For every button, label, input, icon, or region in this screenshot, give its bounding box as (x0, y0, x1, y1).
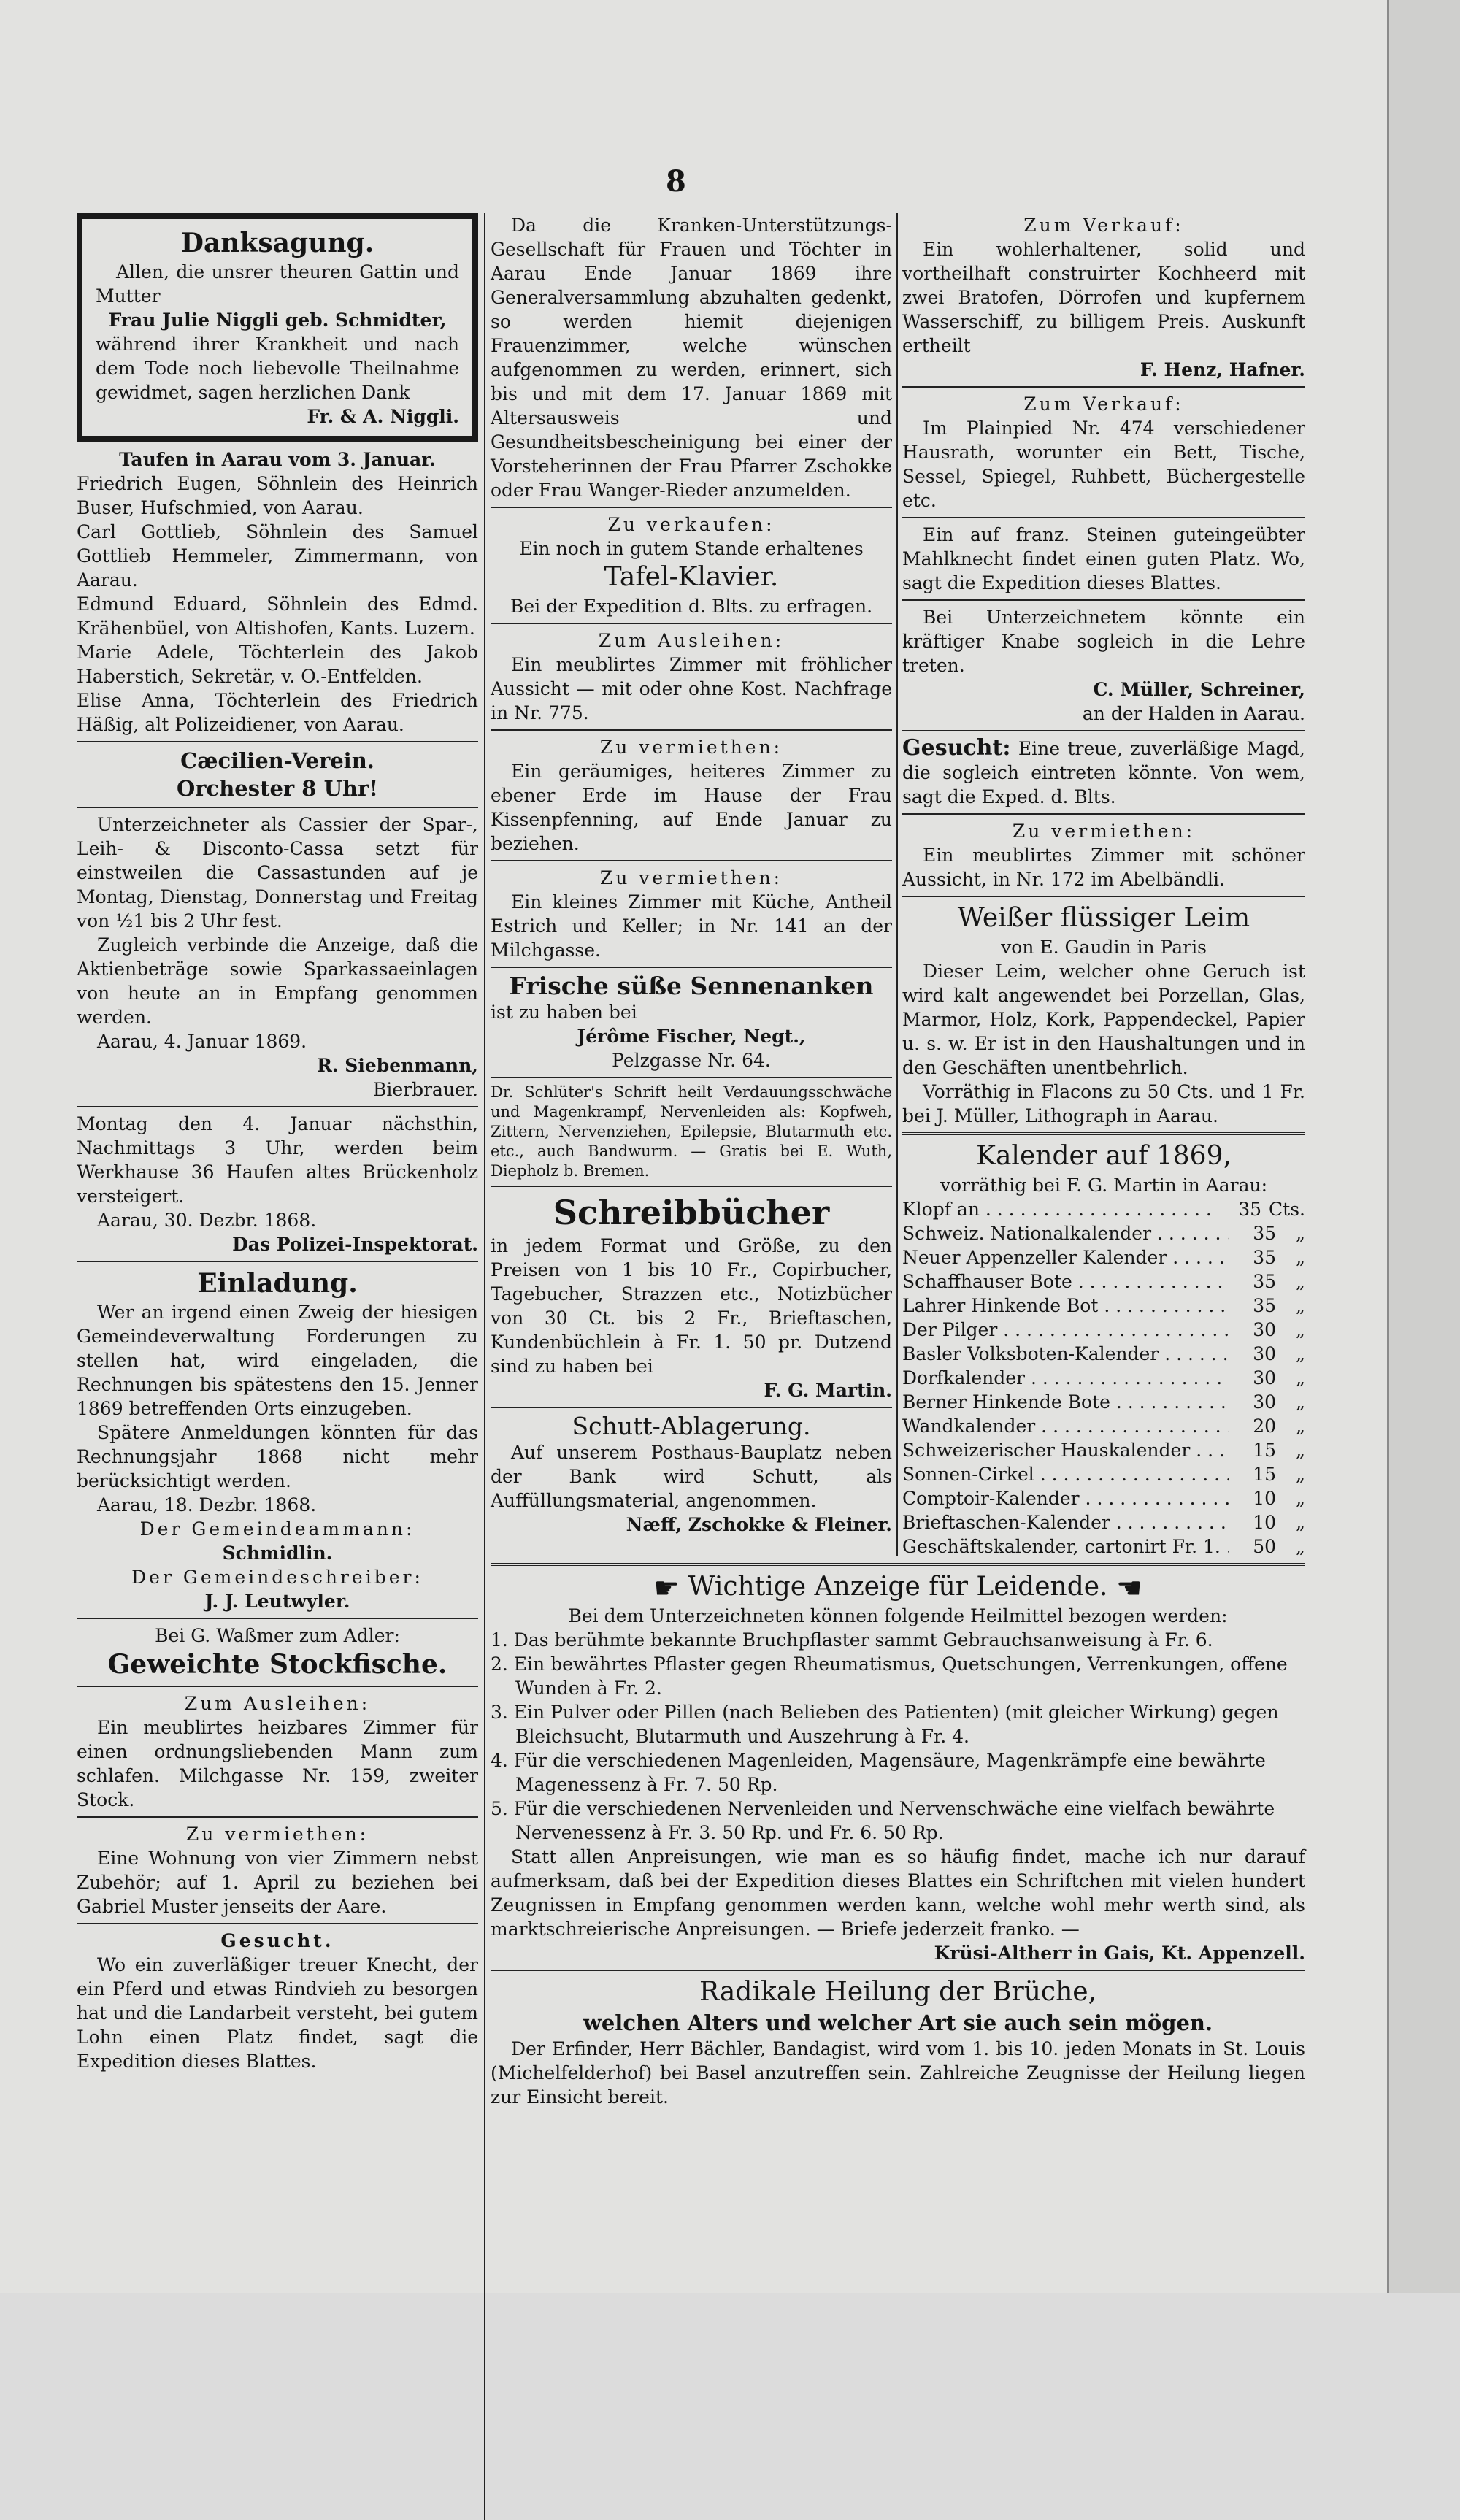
tafel-klavier-title: Tafel-Klavier. (604, 562, 779, 592)
kalender-unit: „ (1296, 1367, 1305, 1388)
divider (902, 896, 1305, 897)
einladung-role-2: Der Gemeindeschreiber: (131, 1567, 423, 1588)
kalender-name: Schaffhauser Bote . . . (902, 1269, 1229, 1294)
column-2 (491, 213, 892, 1537)
kalender-row (902, 1294, 1305, 1318)
divider (77, 807, 478, 808)
danksagung-title: Danksagung. (180, 228, 374, 258)
anzeige-intro: Bei dem Unterzeichneten können folgende Heilmittel bezogen werden: (568, 1605, 1228, 1626)
schreibbuecher-sign: F. G. Martin. (764, 1380, 892, 1401)
lehre-address: an der Halden in Aarau. (1082, 703, 1305, 724)
page-edge (1387, 0, 1460, 2293)
schreibbuecher-text: in jedem Format und Größe, zu den Preisen von 1 bis 10 Fr., Copirbucher, Tagebucher, Strazzen etc., Notizbücher von 30 Ct. bis 2 Fr., Brieftaschen, Kundenbüchlein à Fr. 1. 50 pr. Dutzend sind zu haben bei (491, 1235, 892, 1377)
kalender-name: Comptoir-Kalender . . . (902, 1486, 1229, 1510)
kalender-row (902, 1462, 1305, 1486)
kalender-name: Schweizerischer Hauskalender . . . (902, 1438, 1229, 1462)
kalender-price: 30 (1253, 1391, 1276, 1413)
sennenanken-title: Frische süße Sennenanken (509, 972, 874, 1000)
taufen-entry: Edmund Eduard, Söhnlein des Edmd. Krähenbüel, von Altishofen, Kants. Luzern. (77, 593, 478, 639)
kalender-row (902, 1486, 1305, 1510)
kalender-price: 20 (1253, 1415, 1276, 1437)
anzeige-note: Statt allen Anpreisungen, wie man es so häufig findet, mache ich nur darauf aufmerksam, daß bei der Expedition dieses Blattes ein Schriftchen mit vielen hundert Zeugnissen in Empfang genommen werden kann, welche wohl mehr werth sind, als marktschreierische Anpreisungen. — Briefe jederzeit franko. — (491, 1846, 1305, 1940)
montag-sign: Das Polizei-Inspektorat. (232, 1234, 478, 1255)
einladung-role-1: Der Gemeindeammann: (139, 1518, 415, 1540)
einladung-name-1: Schmidlin. (222, 1543, 333, 1564)
leim-text-2: Vorräthig in Flacons zu 50 Cts. und 1 Fr. bei J. Müller, Lithograph in Aarau. (902, 1081, 1305, 1126)
kalender-row (902, 1197, 1305, 1221)
verkaufen-text: Ein noch in gutem Stande erhaltenes (519, 538, 864, 559)
divider (77, 1106, 478, 1107)
kalender-price: 10 (1253, 1488, 1276, 1509)
kalender-price: 10 (1253, 1512, 1276, 1533)
gesucht-label: Gesucht: (902, 735, 1011, 761)
kalender-row (902, 1390, 1305, 1414)
kalender-price: 15 (1253, 1464, 1276, 1485)
kalender-name: Der Pilger . . . (902, 1318, 1229, 1342)
einladung-text: Wer an irgend einen Zweig der hiesigen Gemeindeverwaltung Forderungen zu stellen hat, wird eingeladen, die Rechnungen bis spätestens den 15. Jenner 1869 betreffenden Orts einzugeben. (77, 1302, 478, 1419)
kalender-row (902, 1245, 1305, 1269)
heilmittel-list (491, 1628, 1305, 1845)
verkauf-heading: Zum Verkauf: (1023, 393, 1184, 415)
divider (491, 729, 892, 731)
kalender-name: Basler Volksboten-Kalender . . . (902, 1342, 1229, 1366)
taufen-entry: Elise Anna, Töchterlein des Friedrich Häßig, alt Polizeidiener, von Aarau. (77, 690, 478, 735)
divider (902, 386, 1305, 388)
sennenanken-info: ist zu haben bei (491, 1002, 637, 1023)
schlueter-text: Dr. Schlüter's Schrift heilt Verdauungsschwäche und Magenkrampf, Nervenleiden als: Kopfweh, Zittern, Nervenziehen, Epilepsie, Blutarmuth etc. etc., auch Bandwurm. — Gratis bei E. Wuth, Diepholz b. Bremen. (491, 1083, 892, 1180)
kalender-name: Sonnen-Cirkel . . . (902, 1462, 1229, 1486)
leim-title: Weißer flüssiger Leim (957, 903, 1250, 933)
einladung-name-2: J. J. Leutwyler. (204, 1591, 350, 1612)
verkauf-text: Ein wohlerhaltener, solid und vortheilhaft construirter Kochheerd mit zwei Bratofen, Dörrofen und kupfernem Wasserschiff, zu billigem Preis. Auskunft ertheilt (902, 239, 1305, 356)
kalender-row (902, 1269, 1305, 1294)
kalender-name: Brieftaschen-Kalender . . . (902, 1510, 1229, 1534)
tafel-klavier-info: Bei der Expedition d. Blts. zu erfragen. (510, 596, 873, 617)
kassier-text: Unterzeichneter als Cassier der Spar-, Leih- & Disconto-Cassa setzt für einstweilen die Cassastunden auf je Montag, Dienstag, Donnerstag und Freitag von ½1 bis 2 Uhr fest. (77, 814, 478, 931)
kalender-unit: „ (1296, 1415, 1305, 1437)
divider (77, 1816, 478, 1818)
verkauf-text: Im Plainpied Nr. 474 verschiedener Hausrath, worunter ein Bett, Tische, Sessel, Spiegel, Ruhbett, Büchergestelle etc. (902, 418, 1305, 511)
vermiethen-heading: Zu vermiethen: (599, 867, 783, 888)
divider (77, 1686, 478, 1687)
kalender-price: 30 (1253, 1343, 1276, 1364)
einladung-title: Einladung. (197, 1268, 358, 1299)
divider (77, 1261, 478, 1262)
taufen-entry: Friedrich Eugen, Söhnlein des Heinrich Buser, Hufschmied, von Aarau. (77, 473, 478, 518)
leim-text: Dieser Leim, welcher ohne Geruch ist wird kalt angewendet bei Porzellan, Glas, Marmor, Holz, Kork, Pappendeckel, Papier u. s. w. Er ist in den Haushaltungen und in den Geschäften unentbehrlich. (902, 961, 1305, 1078)
kalender-title: Kalender auf 1869, (976, 1141, 1232, 1171)
column-rule-2 (896, 213, 898, 1556)
divider (902, 1132, 1305, 1135)
divider (491, 1407, 892, 1408)
kalender-price: 30 (1253, 1319, 1276, 1340)
orchester-line: Orchester 8 Uhr! (177, 776, 378, 801)
list-item: 5. Für die verschiedenen Nervenleiden und Nervenschwäche eine vielfach bewährte Nervenessenz à Fr. 3. 50 Rp. und Fr. 6. 50 Rp. (491, 1798, 1275, 1843)
divider (491, 623, 892, 624)
taufen-entry: Marie Adele, Töchterlein des Jakob Haberstich, Sekretär, v. O.-Entfelden. (77, 642, 478, 687)
heilung-text: Der Erfinder, Herr Bächler, Bandagist, wird vom 1. bis 10. jeden Monats in St. Louis (Michelfelderhof) bei Basel anzutreffen sein. Zahlreiche Zeugnisse der Heilung liegen zur Einsicht bereit. (491, 2038, 1305, 2108)
kalender-row (902, 1366, 1305, 1390)
ausleihen-text: Ein meublirtes heizbares Zimmer für einen ordnungsliebenden Mann zum schlafen. Milchgasse Nr. 159, zweiter Stock. (77, 1717, 478, 1810)
kalender-price: 50 (1253, 1536, 1276, 1557)
kalender-name: Schweiz. Nationalkalender . . . (902, 1221, 1229, 1245)
danksagung-box (77, 213, 478, 442)
danksagung-line-1: Allen, die unsrer theuren Gattin und Mutter (96, 261, 459, 307)
kalender-row (902, 1534, 1305, 1559)
divider (491, 507, 892, 508)
pointing-hand-left-icon: ☚ (1115, 1572, 1142, 1605)
kalender-name: Neuer Appenzeller Kalender . . . (902, 1245, 1229, 1269)
kalender-unit: „ (1296, 1440, 1305, 1461)
column-rule-1 (484, 213, 485, 2520)
kalender-unit: „ (1296, 1536, 1305, 1557)
wassmer-line: Bei G. Waßmer zum Adler: (155, 1625, 400, 1646)
column-1 (77, 213, 478, 2073)
divider (491, 1970, 1305, 1971)
einladung-date: Aarau, 18. Dezbr. 1868. (97, 1494, 317, 1516)
page-number: 8 (666, 164, 686, 199)
vermiethen-text: Ein geräumiges, heiteres Zimmer zu ebener Erde im Hause der Frau Kissenpfenning, auf Ende Januar zu beziehen. (491, 761, 892, 854)
divider (902, 599, 1305, 601)
vermiethen-text: Eine Wohnung von vier Zimmern nebst Zubehör; auf 1. April zu beziehen bei Gabriel Muster jenseits der Aare. (77, 1848, 478, 1917)
kalender-unit: „ (1296, 1391, 1305, 1413)
taufen-heading: Taufen in Aarau vom 3. Januar. (119, 449, 436, 470)
divider (77, 1923, 478, 1924)
kalender-unit: „ (1296, 1223, 1305, 1244)
vermiethen-heading: Zu vermiethen: (1012, 821, 1196, 842)
ausleihen-text: Ein meublirtes Zimmer mit fröhlicher Aussicht — mit oder ohne Kost. Nachfrage in Nr. 775. (491, 654, 892, 723)
pointing-hand-right-icon: ☛ (653, 1572, 680, 1605)
kalender-price: 35 (1253, 1247, 1276, 1268)
divider (491, 1186, 892, 1187)
wide-section (491, 1559, 1305, 2109)
kalender-price: 35 (1238, 1199, 1261, 1220)
vermiethen-text: Ein meublirtes Zimmer mit schöner Aussicht, in Nr. 172 im Abelbändli. (902, 845, 1305, 890)
kalender-price: 35 (1253, 1295, 1276, 1316)
leim-subtitle: von E. Gaudin in Paris (1001, 937, 1207, 958)
kassier-date: Aarau, 4. Januar 1869. (97, 1031, 307, 1052)
kalender-unit: „ (1296, 1464, 1305, 1485)
mahlknecht-text: Ein auf franz. Steinen guteingeübter Mahlknecht findet einen guten Platz. Wo, sagt die Expedition dieses Blattes. (902, 524, 1305, 593)
kalender-subtitle: vorräthig bei F. G. Martin in Aarau: (940, 1175, 1268, 1196)
schutt-title: Schutt-Ablagerung. (572, 1412, 811, 1440)
ausleihen-heading: Zum Ausleihen: (598, 630, 785, 651)
kalender-name: Dorfkalender . . . (902, 1366, 1229, 1390)
einladung-text-2: Spätere Anmeldungen könnten für das Rechnungsjahr 1868 nicht mehr berücksichtigt werden. (77, 1422, 478, 1491)
kalender-unit: „ (1296, 1488, 1305, 1509)
verkauf-sign: F. Henz, Hafner. (1140, 359, 1305, 380)
anzeige-sign: Krüsi-Altherr in Gais, Kt. Appenzell. (934, 1943, 1305, 1964)
kalender-unit: „ (1296, 1271, 1305, 1292)
list-item: 2. Ein bewährtes Pflaster gegen Rheumatismus, Quetschungen, Verrenkungen, offene Wunden à Fr. 2. (491, 1653, 1288, 1699)
kalender-row (902, 1342, 1305, 1366)
kalender-row (902, 1221, 1305, 1245)
montag-date: Aarau, 30. Dezbr. 1868. (97, 1210, 317, 1231)
kalender-list (902, 1197, 1305, 1559)
heilung-title: Radikale Heilung der Brüche, (699, 1977, 1097, 2007)
list-item: 1. Das berühmte bekannte Bruchpflaster sammt Gebrauchsanweisung à Fr. 6. (491, 1629, 1213, 1651)
montag-text: Montag den 4. Januar nächsthin, Nachmittags 3 Uhr, werden beim Werkhause 36 Haufen altes Brückenholz versteigert. (77, 1113, 478, 1207)
divider (902, 730, 1305, 731)
ausleihen-heading: Zum Ausleihen: (184, 1693, 371, 1714)
kalender-name: Berner Hinkende Bote . . . (902, 1390, 1229, 1414)
vermiethen-heading: Zu vermiethen: (599, 737, 783, 758)
list-item: 4. Für die verschiedenen Magenleiden, Magensäure, Magenkrämpfe eine bewährte Magenessenz à Fr. 7. 50 Rp. (491, 1750, 1266, 1795)
anzeige-title: Wichtige Anzeige für Leidende. (688, 1572, 1108, 1602)
schutt-sign: Næff, Zschokke & Fleiner. (626, 1514, 892, 1535)
kalender-row (902, 1414, 1305, 1438)
verkaufen-heading: Zu verkaufen: (607, 514, 775, 535)
danksagung-line-3: während ihrer Krankheit und nach dem Tode noch liebevolle Theilnahme gewidmet, sagen herzlichen Dank (96, 334, 459, 403)
danksagung-line-2: Frau Julie Niggli geb. Schmidter, (108, 310, 447, 331)
vermiethen-heading: Zu vermiethen: (185, 1824, 369, 1845)
kalender-price: 30 (1253, 1367, 1276, 1388)
kalender-unit: „ (1296, 1319, 1305, 1340)
heilung-subtitle: welchen Alters und welcher Art sie auch sein mögen. (583, 2010, 1213, 2035)
lehre-sign: C. Müller, Schreiner, (1093, 679, 1305, 700)
kalender-unit: „ (1296, 1343, 1305, 1364)
divider (491, 967, 892, 968)
kalender-name: Lahrer Hinkende Bot . . . (902, 1294, 1229, 1318)
lehre-text: Bei Unterzeichnetem könnte ein kräftiger Knabe sogleich in die Lehre treten. (902, 607, 1305, 676)
kalender-name: Wandkalender . . . (902, 1414, 1229, 1438)
kalender-name: Geschäftskalender, cartonirt Fr. 1. . . . (902, 1534, 1229, 1559)
divider (491, 860, 892, 861)
kassier-sign: R. Siebenmann, (317, 1055, 478, 1076)
sennenanken-address: Pelzgasse Nr. 64. (612, 1050, 771, 1071)
divider (491, 1563, 1305, 1566)
caecilien-title: Cæcilien-Verein. (180, 748, 374, 773)
kassier-role: Bierbrauer. (372, 1079, 478, 1100)
gesucht-heading: Gesucht. (220, 1930, 334, 1951)
kalender-price: 15 (1253, 1440, 1276, 1461)
danksagung-sign: Fr. & A. Niggli. (307, 406, 459, 427)
vermiethen-text: Ein kleines Zimmer mit Küche, Antheil Estrich und Keller; in Nr. 141 an der Milchgasse. (491, 891, 892, 961)
divider (77, 1618, 478, 1619)
divider (902, 813, 1305, 815)
kalender-unit: Cts. (1269, 1199, 1305, 1220)
kranken-text: Da die Kranken-Unterstützungs-Gesellschaft für Frauen und Töchter in Aarau Ende Januar 1869 ihre Generalversammlung abzuhalten gedenkt, so werden hiemit diejenigen Frauenzimmer, welche wünschen aufgenommen zu werden, erinnert, sich bis und mit dem 17. Januar 1869 mit Altersausweis und Gesundheitsbescheinigung bei einer der Vorsteherinnen der Frau Pfarrer Zschokke oder Frau Wanger-Rieder anzumelden. (491, 215, 892, 501)
kalender-price: 35 (1253, 1223, 1276, 1244)
schreibbuecher-title: Schreibbücher (553, 1193, 830, 1232)
stockfische-title: Geweichte Stockfische. (107, 1649, 447, 1680)
column-3 (902, 213, 1305, 1559)
kalender-price: 35 (1253, 1271, 1276, 1292)
taufen-entry: Carl Gottlieb, Söhnlein des Samuel Gottlieb Hemmeler, Zimmermann, von Aarau. (77, 521, 478, 591)
kassier-text-2: Zugleich verbinde die Anzeige, daß die Aktienbeträge sowie Sparkassaeinlagen von heute an in Empfang genommen werden. (77, 934, 478, 1028)
schutt-text: Auf unserem Posthaus-Bauplatz neben der Bank wird Schutt, als Auffüllungsmaterial, angenommen. (491, 1442, 892, 1511)
list-item: 3. Ein Pulver oder Pillen (nach Belieben des Patienten) (mit gleicher Wirkung) gegen Bleichsucht, Blutarmuth und Auszehrung à Fr. 4. (491, 1702, 1279, 1747)
gesucht-text: Wo ein zuverläßiger treuer Knecht, der ein Pferd und etwas Rindvieh zu besorgen hat und die Landarbeit versteht, bei gutem Lohn einen Platz findet, sagt die Expedition dieses Blattes. (77, 1954, 478, 2072)
kalender-unit: „ (1296, 1512, 1305, 1533)
divider (77, 741, 478, 742)
kalender-row (902, 1318, 1305, 1342)
kalender-row (902, 1510, 1305, 1534)
divider (902, 517, 1305, 518)
divider (491, 1077, 892, 1078)
kalender-row (902, 1438, 1305, 1462)
sennenanken-name: Jérôme Fischer, Negt., (577, 1026, 806, 1047)
kalender-unit: „ (1296, 1247, 1305, 1268)
kalender-unit: „ (1296, 1295, 1305, 1316)
gesucht-text: Eine treue, zuverläßige Magd, die sogleich eintreten könnte. Von wem, sagt die Exped. d. Blts. (902, 738, 1305, 807)
verkauf-heading: Zum Verkauf: (1023, 215, 1184, 236)
kalender-name: Klopf an . . . (902, 1197, 1215, 1221)
